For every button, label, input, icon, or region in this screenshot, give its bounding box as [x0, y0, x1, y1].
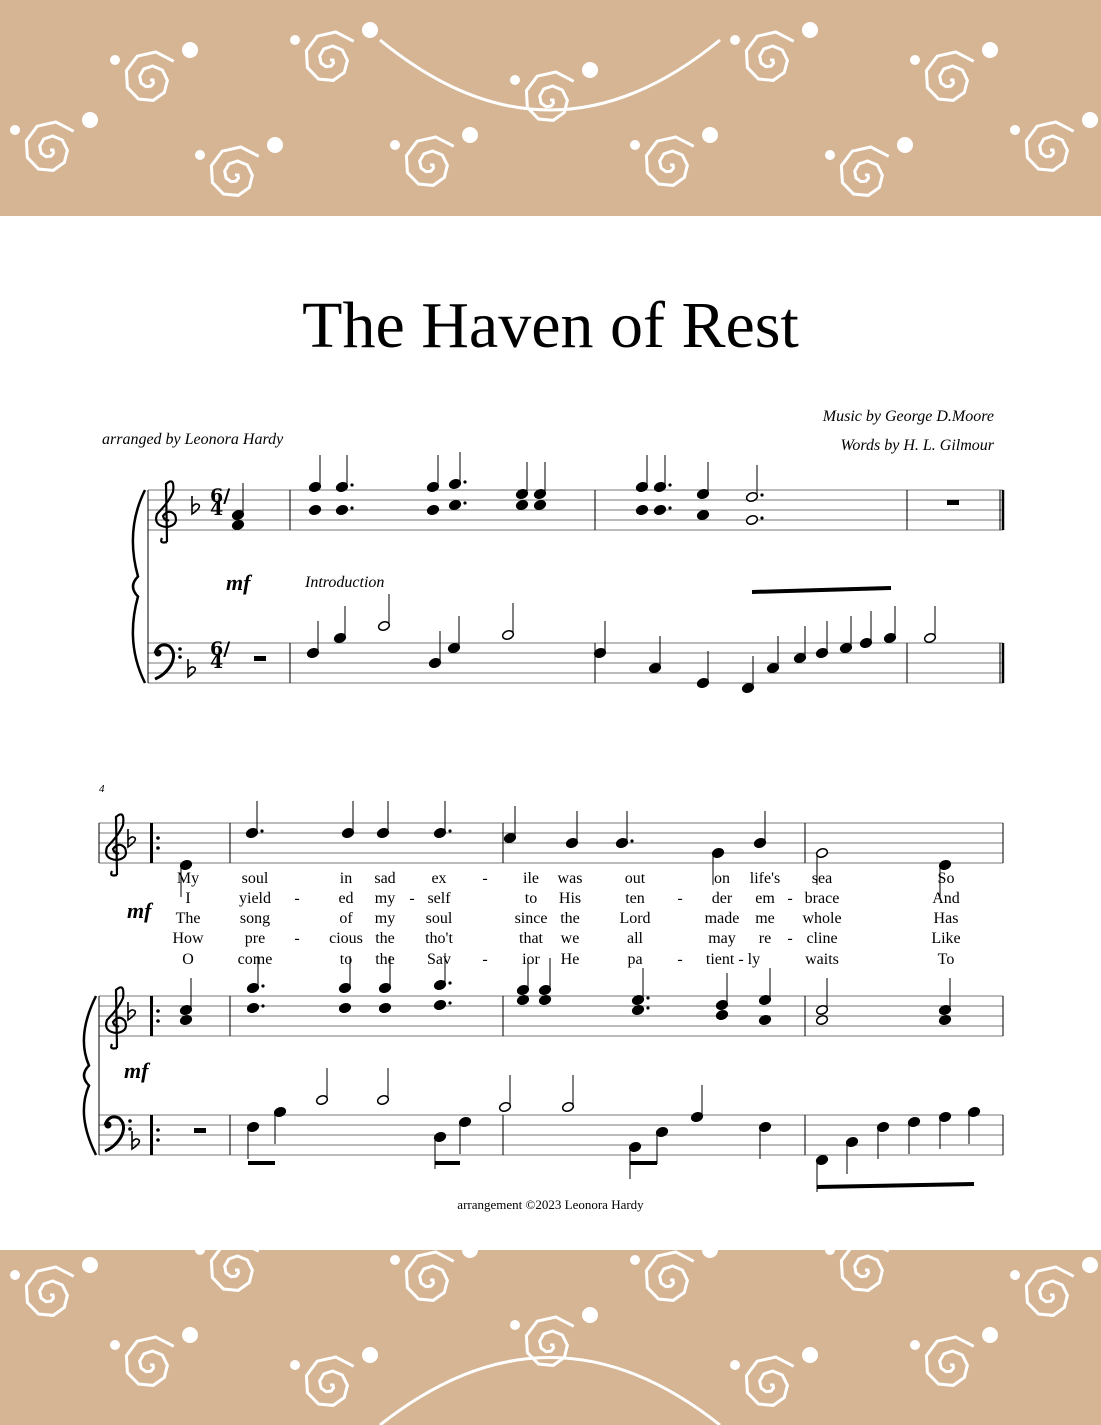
notehead: [745, 514, 758, 525]
lyric-syllable: -: [677, 890, 683, 907]
augmentation-dot: [448, 981, 451, 984]
notehead: [696, 509, 709, 520]
augmentation-dot: [646, 996, 649, 999]
lyric-syllable: soul: [241, 870, 269, 887]
flat-key-signature: [188, 659, 195, 677]
repeat-dot: [156, 1128, 160, 1132]
augmentation-dot: [630, 839, 633, 842]
lyric-syllable: was: [557, 870, 583, 887]
augmentation-dot: [668, 483, 671, 486]
lyric-syllable: on: [714, 870, 730, 887]
lyric-syllable: -: [482, 870, 488, 887]
augmentation-dot: [463, 480, 466, 483]
lyricist-credit: Words by H. L. Gilmour: [840, 437, 994, 454]
lyric-syllable: -: [409, 890, 415, 907]
repeat-barline: [150, 996, 153, 1036]
augmentation-dot: [646, 1006, 649, 1009]
notehead: [653, 504, 666, 515]
lyric-syllable: ior: [522, 951, 540, 968]
dynamic-mark-voice: mf: [127, 898, 152, 923]
lyric-syllable: pre: [244, 930, 266, 947]
notehead: [308, 504, 321, 515]
whole-rest: [194, 1128, 206, 1133]
lyric-syllable: ile: [523, 870, 539, 887]
time-signature-treble: 6/4: [210, 485, 231, 520]
lyric-syllable: I: [185, 890, 191, 907]
copyright-notice: arrangement ©2023 Leonora Hardy: [457, 1197, 644, 1212]
measure-number: 4: [99, 783, 105, 795]
lyric-syllable: The: [175, 910, 201, 927]
lyric-syllable: tho't: [425, 930, 453, 947]
beam: [752, 588, 891, 592]
flat-key-signature: [128, 1002, 135, 1020]
lyric-syllable: self: [427, 890, 451, 907]
beam: [817, 1184, 974, 1187]
bass-clef-dot: [128, 1127, 132, 1131]
notehead: [246, 1002, 259, 1013]
arranger-credit: arranged by Leonora Hardy: [102, 431, 284, 448]
lyric-syllable: song: [239, 910, 271, 927]
augmentation-dot: [260, 829, 263, 832]
repeat-barline: [150, 823, 153, 863]
bass-clef-dot: [178, 655, 182, 659]
introduction-label: Introduction: [305, 574, 385, 591]
lyric-syllable: ex: [431, 870, 447, 887]
bass-clef-dot: [105, 1122, 112, 1129]
lyric-syllable: all: [627, 930, 643, 947]
lyric-syllable: soul: [425, 910, 453, 927]
lyric-syllable: yield: [239, 890, 271, 907]
augmentation-dot: [350, 483, 353, 486]
lyric-syllable: ed: [338, 890, 354, 907]
brace-icon: [84, 996, 96, 1155]
lyric-syllable: my: [374, 890, 396, 907]
augmentation-dot: [448, 1001, 451, 1004]
notehead: [378, 1002, 391, 1013]
repeat-dot: [156, 846, 160, 850]
repeat-dot: [156, 1019, 160, 1023]
lyric-syllable: made: [704, 910, 740, 927]
lyric-syllable: To: [937, 951, 955, 968]
flat-key-signature: [128, 829, 135, 847]
lyric-syllable: brace: [804, 890, 840, 907]
lyric-syllable: come: [237, 951, 273, 968]
lyric-syllable: the: [375, 930, 395, 947]
lyric-syllable: me: [755, 910, 775, 927]
dynamic-mark-intro: mf: [226, 570, 251, 595]
augmentation-dot: [261, 984, 264, 987]
lyric-syllable: -: [294, 890, 300, 907]
lyric-syllable: O: [182, 951, 194, 968]
notehead: [335, 504, 348, 515]
augmentation-dot: [463, 501, 466, 504]
flat-key-signature: [192, 496, 199, 514]
lyric-syllable: Like: [931, 930, 961, 947]
lyric-syllable: sad: [374, 870, 396, 887]
lyric-syllable: may: [708, 930, 736, 947]
lyric-syllable: since: [514, 910, 548, 927]
notehead: [533, 499, 546, 510]
lyric-syllable: cline: [806, 930, 838, 947]
augmentation-dot: [350, 506, 353, 509]
lyric-syllable: My: [176, 870, 200, 887]
lyric-syllable: ten: [625, 890, 645, 907]
notehead: [448, 499, 461, 510]
repeat-dot: [156, 1138, 160, 1142]
lyric-syllable: out: [624, 870, 646, 887]
lyric-syllable: to: [524, 890, 538, 907]
lyric-syllable: re: [758, 930, 772, 947]
lyric-syllable: to: [339, 951, 353, 968]
lyric-syllable: tient - ly: [705, 951, 761, 968]
lyric-syllable: Has: [933, 910, 959, 927]
augmentation-dot: [448, 829, 451, 832]
lyric-syllable: -: [677, 951, 683, 968]
lyric-syllable: we: [560, 930, 580, 947]
augmentation-dot: [760, 493, 763, 496]
repeat-dot: [156, 836, 160, 840]
augmentation-dot: [760, 516, 763, 519]
lyric-syllable: -: [482, 951, 488, 968]
lyric-syllable: pa: [627, 951, 643, 968]
treble-clef-icon: [156, 481, 176, 542]
notehead: [715, 1009, 728, 1020]
brace-icon: [133, 490, 145, 683]
lyric-syllable: His: [558, 890, 582, 907]
bass-clef-dot: [178, 647, 182, 651]
treble-clef-icon: [106, 987, 126, 1048]
lyric-syllable: So: [937, 870, 955, 887]
whole-rest: [254, 656, 266, 661]
augmentation-dot: [261, 1004, 264, 1007]
notehead: [426, 504, 439, 515]
lyric-syllable: of: [339, 910, 353, 927]
lyric-syllable: How: [172, 930, 204, 947]
lyric-syllable: Sav: [427, 951, 451, 968]
song-title: The Haven of Rest: [302, 289, 799, 362]
flat-key-signature: [132, 1131, 139, 1149]
lyric-syllable: in: [339, 870, 353, 887]
notehead: [515, 499, 528, 510]
notehead: [231, 519, 244, 530]
lyric-syllable: der: [711, 890, 733, 907]
whole-rest: [947, 500, 959, 505]
composer-credit: Music by George D.Moore: [822, 408, 994, 425]
lyric-syllable: em: [755, 890, 775, 907]
lyric-syllable: And: [932, 890, 960, 907]
lyric-syllable: life's: [749, 870, 781, 887]
lyric-syllable: that: [519, 930, 543, 947]
time-signature-bass: 6/4: [210, 638, 231, 673]
lyric-syllable: waits: [805, 951, 839, 968]
bass-clef-dot: [128, 1119, 132, 1123]
treble-clef-icon: [106, 814, 126, 875]
lyric-syllable: sea: [811, 870, 833, 887]
repeat-barline: [150, 1115, 153, 1155]
lyric-syllable: whole: [802, 910, 842, 927]
notehead: [433, 999, 446, 1010]
lyric-syllable: -: [294, 930, 300, 947]
augmentation-dot: [668, 506, 671, 509]
lyric-syllable: cious: [329, 930, 363, 947]
lyric-syllable: my: [374, 910, 396, 927]
lyric-syllable: the: [560, 910, 580, 927]
lyric-syllable: -: [787, 930, 793, 947]
lyric-syllable: the: [375, 951, 395, 968]
notehead: [338, 1002, 351, 1013]
lyric-syllable: Lord: [619, 910, 651, 927]
dynamic-mark-piano: mf: [124, 1058, 149, 1083]
notehead: [635, 504, 648, 515]
repeat-dot: [156, 1009, 160, 1013]
lyric-syllable: -: [787, 890, 793, 907]
bass-clef-dot: [155, 650, 162, 657]
lyric-syllable: He: [560, 951, 580, 968]
